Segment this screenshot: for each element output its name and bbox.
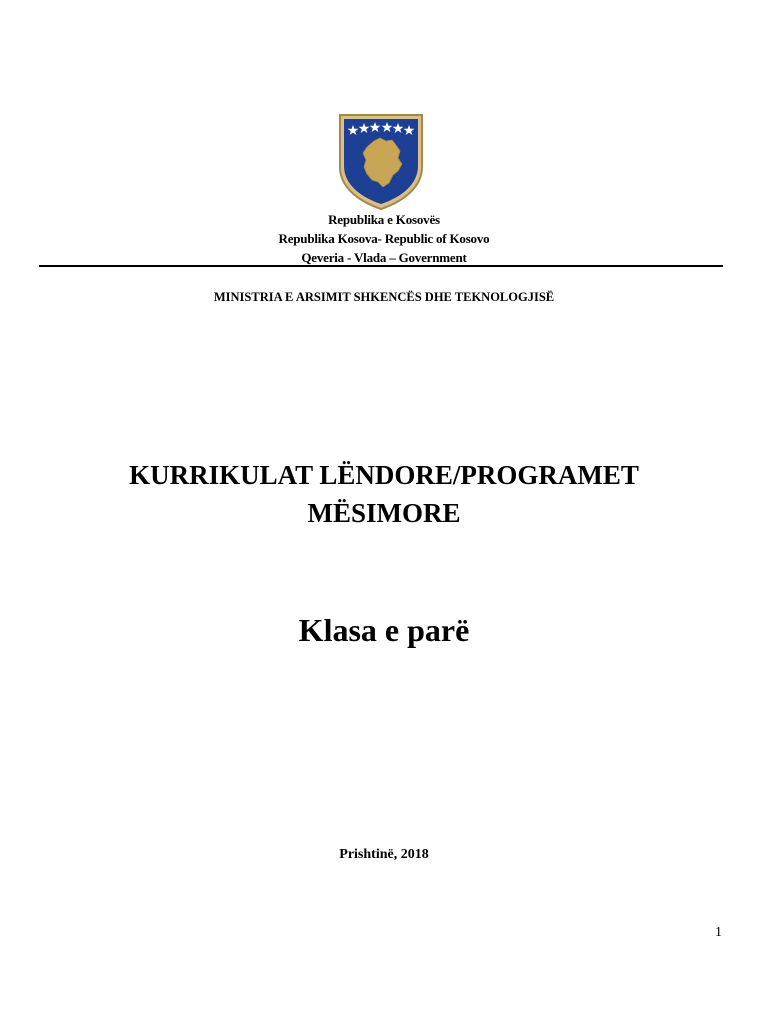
- document-title: [0, 456, 768, 532]
- header-line-country-multilingual: Republika Kosova- Republic of Kosovo: [278, 231, 490, 246]
- document-title-line-1: KURRIKULAT LËNDORE/PROGRAMET: [129, 460, 639, 490]
- header-block: [0, 210, 768, 267]
- ministry-name: MINISTRIA E ARSIMIT SHKENCËS DHE TEKNOLOGJISË: [213, 290, 555, 304]
- header-divider: [39, 265, 723, 267]
- document-title-line-2: MËSIMORE: [307, 498, 461, 528]
- header-line-government: Qeveria - Vlada – Government: [301, 250, 467, 265]
- coat-of-arms-emblem: [336, 111, 426, 211]
- page-number: 1: [715, 925, 722, 940]
- header-line-country-albanian: Republika e Kosovës: [328, 212, 440, 227]
- document-subtitle: Klasa e parë: [298, 612, 470, 648]
- place-and-date: Prishtinë, 2018: [339, 847, 429, 862]
